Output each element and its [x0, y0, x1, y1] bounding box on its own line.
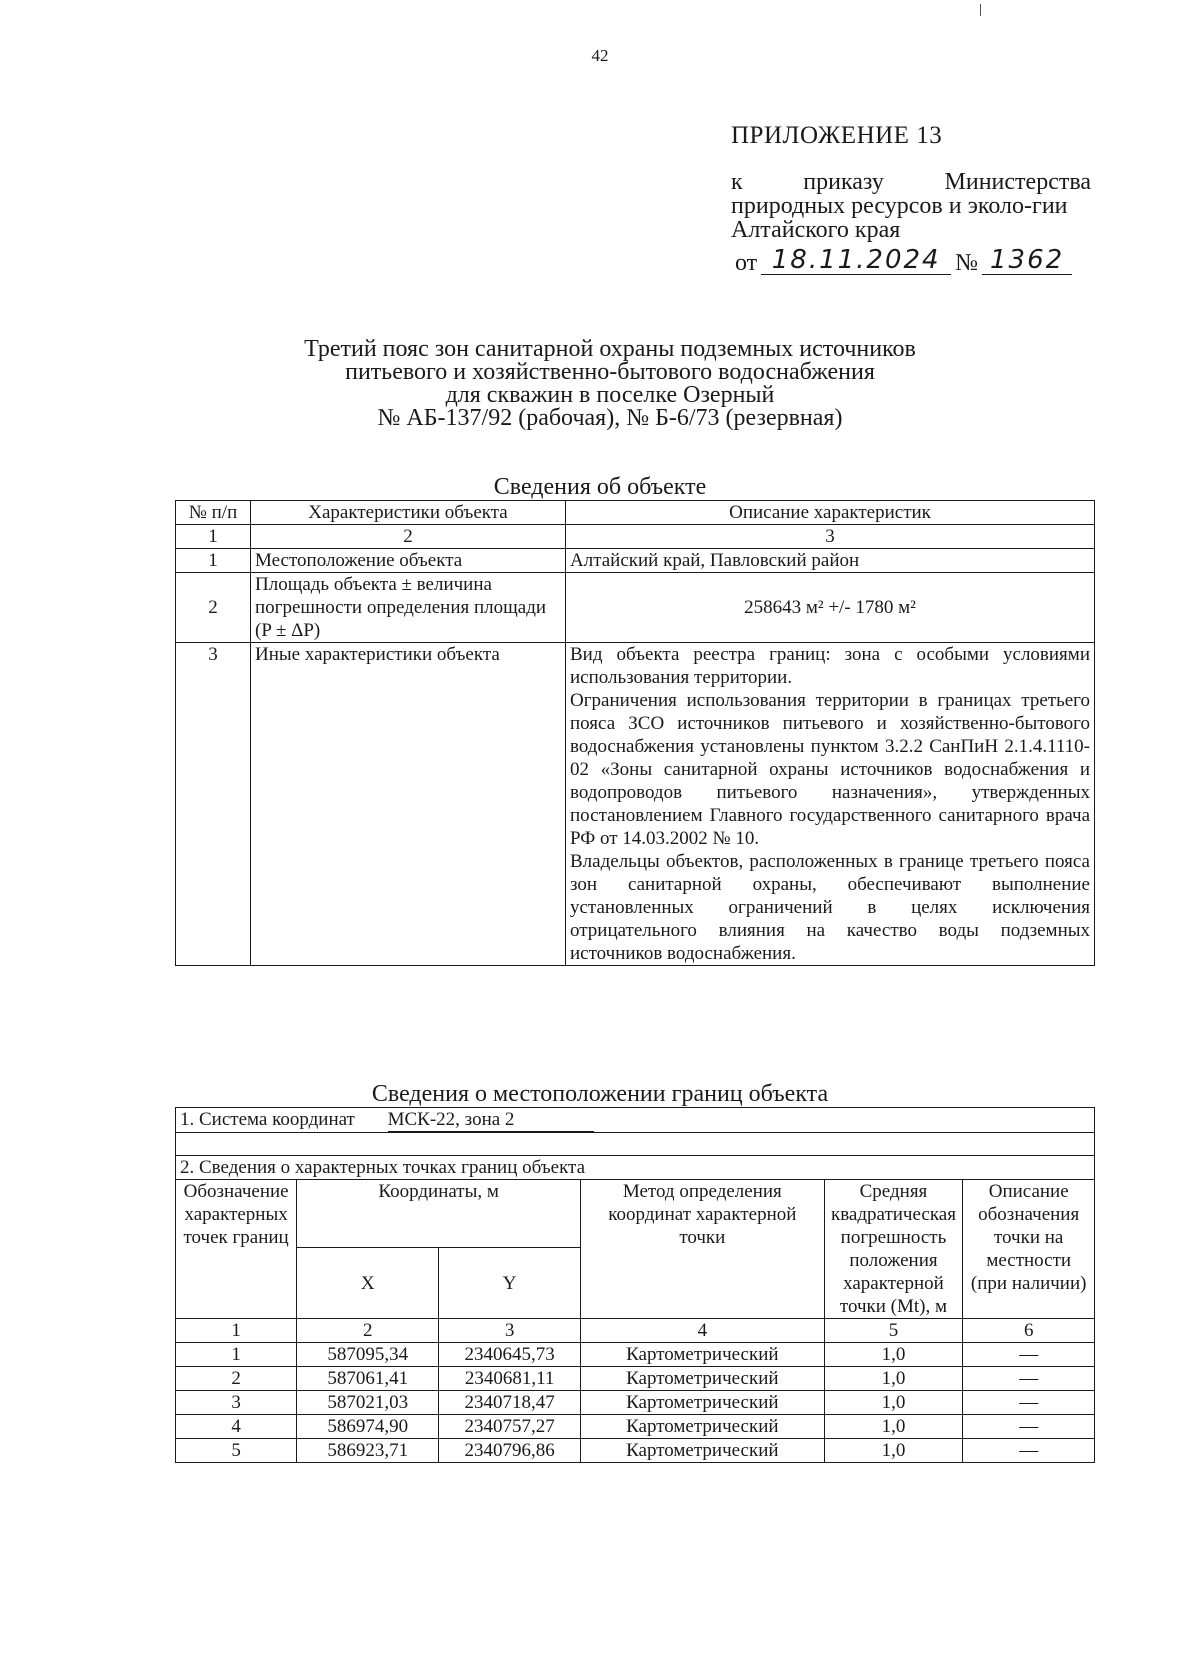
point-y: 2340645,73: [439, 1343, 581, 1367]
appendix-title: ПРИЛОЖЕНИЕ 13: [731, 122, 943, 149]
point-mt: 1,0: [824, 1367, 963, 1391]
table-row: [176, 1343, 1095, 1367]
col-number: 2: [297, 1319, 439, 1343]
header-cell: № п/п: [176, 501, 251, 525]
table-row: [176, 1439, 1095, 1463]
table-row: [176, 1415, 1095, 1439]
coord-system-row: [176, 1108, 1095, 1133]
point-mt: 1,0: [824, 1415, 963, 1439]
point-method: Картометрический: [581, 1367, 824, 1391]
col-number: 4: [581, 1319, 824, 1343]
order-date-number-line: [731, 246, 1091, 275]
point-number: 2: [176, 1367, 297, 1391]
point-desc: —: [963, 1415, 1095, 1439]
appendix-to-order: к приказу Министерства: [731, 169, 1091, 195]
header-designation: Обозначение характерных точек границ: [176, 1180, 297, 1319]
header-x: X: [297, 1248, 439, 1319]
col-number: 2: [251, 525, 566, 549]
point-method: Картометрический: [581, 1439, 824, 1463]
point-y: 2340681,11: [439, 1367, 581, 1391]
number-label: №: [955, 250, 979, 276]
row-desc: [566, 643, 1095, 966]
col-number: 1: [176, 525, 251, 549]
point-desc: —: [963, 1439, 1095, 1463]
table-header-row: [176, 1180, 1095, 1248]
table-row: [176, 1367, 1095, 1391]
point-desc: —: [963, 1391, 1095, 1415]
table-row: [176, 1391, 1095, 1415]
column-number-row: [176, 525, 1095, 549]
appendix-block: [731, 124, 1091, 275]
row-name: Местоположение объекта: [251, 549, 566, 573]
title-line: питьевого и хозяйственно-бытового водоснабжения: [345, 359, 875, 385]
coord-system-value: МСК-22, зона 2: [388, 1108, 595, 1132]
point-y: 2340757,27: [439, 1415, 581, 1439]
col-number: 3: [439, 1319, 581, 1343]
col-number: 3: [566, 525, 1095, 549]
points-label-row: [176, 1156, 1095, 1180]
document-title: [150, 338, 1070, 430]
point-x: 587095,34: [297, 1343, 439, 1367]
point-mt: 1,0: [824, 1343, 963, 1367]
page-number: 42: [591, 46, 609, 65]
header-cell: Характеристики объекта: [251, 501, 566, 525]
point-mt: 1,0: [824, 1439, 963, 1463]
row-number: 3: [176, 643, 251, 966]
col-number: 5: [824, 1319, 963, 1343]
point-y: 2340796,86: [439, 1439, 581, 1463]
row-name: Иные характеристики объекта: [251, 643, 566, 966]
point-method: Картометрический: [581, 1343, 824, 1367]
header-description: Описание обозначения точки на местности (при наличии): [963, 1180, 1095, 1319]
scan-edge-mark: [980, 4, 981, 16]
desc-paragraph: Владельцы объектов, расположенных в границе третьего пояса зон санитарной охраны, обеспечивают выполнение установленных ограничений в целях исключения отрицательного влияния на качество воды подземных источников водоснабжения.: [570, 851, 1090, 964]
row-number: 2: [176, 573, 251, 643]
col-number: 1: [176, 1319, 297, 1343]
point-x: 587021,03: [297, 1391, 439, 1415]
row-number: 1: [176, 549, 251, 573]
point-mt: 1,0: [824, 1391, 963, 1415]
row-name: Площадь объекта ± величина погрешности определения площади (P ± ΔP): [251, 573, 566, 643]
points-label: 2. Сведения о характерных точках границ объекта: [176, 1156, 1095, 1180]
header-method: Метод определения координат характерной точки: [581, 1180, 824, 1319]
point-method: Картометрический: [581, 1415, 824, 1439]
header-error: Средняя квадратическая погрешность положения характерной точки (Mt), м: [824, 1180, 963, 1319]
column-number-row: [176, 1319, 1095, 1343]
point-x: 586974,90: [297, 1415, 439, 1439]
header-y: Y: [439, 1248, 581, 1319]
title-line: Третий пояс зон санитарной охраны подземных источников: [304, 336, 916, 362]
point-x: 587061,41: [297, 1367, 439, 1391]
from-label: от: [735, 250, 758, 276]
row-desc: Алтайский край, Павловский район: [566, 549, 1095, 573]
header-cell: Описание характеристик: [566, 501, 1095, 525]
coord-system-cell: [176, 1108, 1095, 1133]
table-row: [176, 549, 1095, 573]
point-number: 1: [176, 1343, 297, 1367]
desc-paragraph: Вид объекта реестра границ: зона с особыми условиями использования территории.: [570, 644, 1090, 688]
handwritten-date: 18.11.2024: [761, 246, 951, 275]
point-desc: —: [963, 1367, 1095, 1391]
coord-system-label: 1. Система координат: [180, 1109, 355, 1130]
boundaries-title: Сведения о местоположении границ объекта: [371, 1081, 829, 1107]
row-desc: 258643 м² +/- 1780 м²: [566, 573, 1095, 643]
point-number: 5: [176, 1439, 297, 1463]
header-coords: Координаты, м: [297, 1180, 581, 1248]
title-line: № АБ-137/92 (рабочая), № Б-6/73 (резервная): [377, 405, 843, 431]
point-number: 4: [176, 1415, 297, 1439]
boundaries-table: [175, 1107, 1095, 1463]
desc-paragraph: Ограничения использования территории в границах третьего пояса ЗСО источников питьевого и хозяйственно-бытового водоснабжения установлены пунктом 3.2.2 СанПиН 2.1.4.1110-02 «Зоны санитарной охраны источников водоснабжения и водопроводов питьевого назначения», утвержденных постановлением Главного государственного санитарного врача РФ от 14.03.2002 № 10.: [570, 690, 1090, 849]
appendix-ministry: природных ресурсов и эколо-гии Алтайского края: [731, 193, 1068, 243]
point-x: 586923,71: [297, 1439, 439, 1463]
table-row: [176, 573, 1095, 643]
spacer-cell: [176, 1133, 1095, 1156]
point-number: 3: [176, 1391, 297, 1415]
col-number: 6: [963, 1319, 1095, 1343]
handwritten-number: 1362: [982, 246, 1072, 275]
object-info-table: [175, 500, 1095, 966]
point-method: Картометрический: [581, 1391, 824, 1415]
table-header-row: [176, 501, 1095, 525]
point-desc: —: [963, 1343, 1095, 1367]
spacer-row: [176, 1133, 1095, 1156]
object-info-title: Сведения об объекте: [493, 474, 707, 500]
point-y: 2340718,47: [439, 1391, 581, 1415]
title-line: для скважин в поселке Озерный: [445, 382, 775, 408]
table-row: [176, 643, 1095, 966]
